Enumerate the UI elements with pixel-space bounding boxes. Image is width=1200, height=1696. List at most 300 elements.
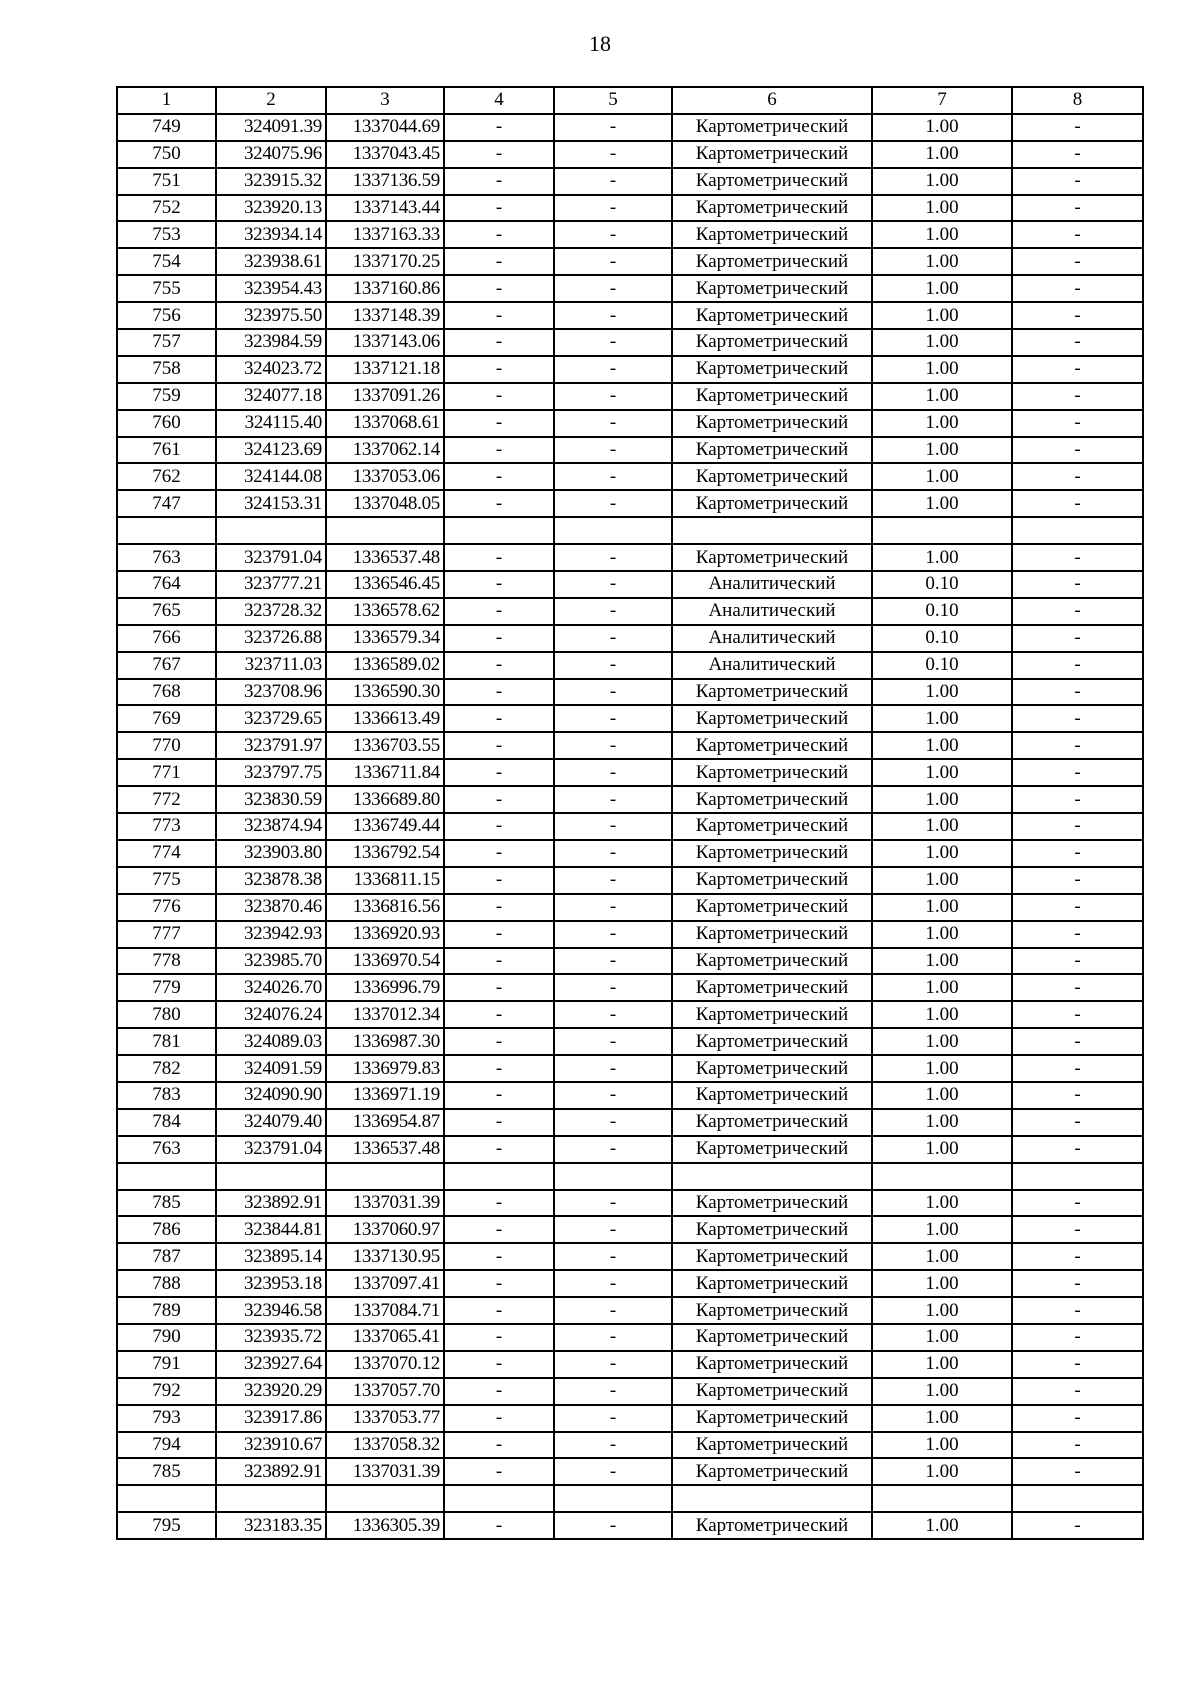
table-row bbox=[117, 840, 1143, 867]
table-row bbox=[117, 598, 1143, 625]
x-coordinate-cell: 323874.94 bbox=[216, 813, 326, 840]
col4-cell: - bbox=[444, 1243, 554, 1270]
y-coordinate-cell: 1337065.41 bbox=[326, 1324, 444, 1351]
accuracy-cell: 1.00 bbox=[872, 679, 1012, 706]
method-cell: Аналитический bbox=[672, 571, 872, 598]
method-cell bbox=[672, 517, 872, 544]
accuracy-cell: 0.10 bbox=[872, 652, 1012, 679]
column-header-4: 4 bbox=[444, 87, 554, 114]
y-coordinate-cell: 1336578.62 bbox=[326, 598, 444, 625]
y-coordinate-cell: 1337012.34 bbox=[326, 1001, 444, 1028]
point-number-cell bbox=[117, 517, 216, 544]
col4-cell: - bbox=[444, 867, 554, 894]
col8-cell: - bbox=[1012, 759, 1143, 786]
x-coordinate-cell: 324090.90 bbox=[216, 1082, 326, 1109]
accuracy-cell: 1.00 bbox=[872, 410, 1012, 437]
method-cell: Картометрический bbox=[672, 1001, 872, 1028]
col8-cell: - bbox=[1012, 1109, 1143, 1136]
y-coordinate-cell: 1337143.44 bbox=[326, 195, 444, 222]
table-row bbox=[117, 732, 1143, 759]
col5-cell: - bbox=[554, 679, 672, 706]
x-coordinate-cell: 323830.59 bbox=[216, 786, 326, 813]
x-coordinate-cell: 324023.72 bbox=[216, 356, 326, 383]
table-row bbox=[117, 1270, 1143, 1297]
y-coordinate-cell: 1337160.86 bbox=[326, 275, 444, 302]
accuracy-cell: 1.00 bbox=[872, 1243, 1012, 1270]
method-cell bbox=[672, 1163, 872, 1190]
accuracy-cell: 1.00 bbox=[872, 1082, 1012, 1109]
col4-cell: - bbox=[444, 974, 554, 1001]
y-coordinate-cell: 1337091.26 bbox=[326, 383, 444, 410]
col8-cell: - bbox=[1012, 625, 1143, 652]
col5-cell: - bbox=[554, 1082, 672, 1109]
table-row bbox=[117, 195, 1143, 222]
col8-cell: - bbox=[1012, 921, 1143, 948]
col8-cell: - bbox=[1012, 1270, 1143, 1297]
col4-cell: - bbox=[444, 1055, 554, 1082]
accuracy-cell: 1.00 bbox=[872, 1405, 1012, 1432]
x-coordinate-cell bbox=[216, 517, 326, 544]
column-header-6: 6 bbox=[672, 87, 872, 114]
accuracy-cell: 1.00 bbox=[872, 1190, 1012, 1217]
method-cell: Картометрический bbox=[672, 1378, 872, 1405]
table-row bbox=[117, 1055, 1143, 1082]
table-row bbox=[117, 329, 1143, 356]
table-row bbox=[117, 1378, 1143, 1405]
x-coordinate-cell: 323791.04 bbox=[216, 1136, 326, 1163]
x-coordinate-cell: 324091.39 bbox=[216, 114, 326, 141]
col5-cell: - bbox=[554, 1109, 672, 1136]
accuracy-cell: 1.00 bbox=[872, 544, 1012, 571]
table-row bbox=[117, 437, 1143, 464]
col5-cell: - bbox=[554, 867, 672, 894]
col5-cell: - bbox=[554, 1458, 672, 1485]
x-coordinate-cell: 323892.91 bbox=[216, 1458, 326, 1485]
col8-cell: - bbox=[1012, 1190, 1143, 1217]
col5-cell: - bbox=[554, 598, 672, 625]
col8-cell: - bbox=[1012, 221, 1143, 248]
table-row bbox=[117, 1136, 1143, 1163]
method-cell: Картометрический bbox=[672, 1243, 872, 1270]
point-number-cell: 749 bbox=[117, 114, 216, 141]
x-coordinate-cell: 324076.24 bbox=[216, 1001, 326, 1028]
col4-cell: - bbox=[444, 1109, 554, 1136]
y-coordinate-cell: 1337097.41 bbox=[326, 1270, 444, 1297]
col8-cell: - bbox=[1012, 1028, 1143, 1055]
accuracy-cell bbox=[872, 1485, 1012, 1512]
method-cell: Картометрический bbox=[672, 1082, 872, 1109]
col5-cell: - bbox=[554, 1297, 672, 1324]
x-coordinate-cell: 324115.40 bbox=[216, 410, 326, 437]
col4-cell: - bbox=[444, 1190, 554, 1217]
col5-cell: - bbox=[554, 275, 672, 302]
point-number-cell: 780 bbox=[117, 1001, 216, 1028]
col8-cell: - bbox=[1012, 948, 1143, 975]
point-number-cell: 761 bbox=[117, 437, 216, 464]
point-number-cell: 754 bbox=[117, 248, 216, 275]
point-number-cell: 786 bbox=[117, 1216, 216, 1243]
col4-cell: - bbox=[444, 840, 554, 867]
accuracy-cell: 1.00 bbox=[872, 813, 1012, 840]
table-body bbox=[117, 114, 1143, 1539]
col8-cell bbox=[1012, 1163, 1143, 1190]
accuracy-cell: 1.00 bbox=[872, 759, 1012, 786]
point-number-cell bbox=[117, 1163, 216, 1190]
col8-cell: - bbox=[1012, 490, 1143, 517]
accuracy-cell: 1.00 bbox=[872, 1351, 1012, 1378]
table-row bbox=[117, 141, 1143, 168]
table-row bbox=[117, 921, 1143, 948]
col8-cell bbox=[1012, 1485, 1143, 1512]
y-coordinate-cell: 1336971.19 bbox=[326, 1082, 444, 1109]
col4-cell: - bbox=[444, 114, 554, 141]
x-coordinate-cell: 323984.59 bbox=[216, 329, 326, 356]
col5-cell: - bbox=[554, 1512, 672, 1539]
y-coordinate-cell bbox=[326, 1163, 444, 1190]
col5-cell: - bbox=[554, 1270, 672, 1297]
col4-cell: - bbox=[444, 571, 554, 598]
col4-cell: - bbox=[444, 195, 554, 222]
col4-cell: - bbox=[444, 1432, 554, 1459]
accuracy-cell: 1.00 bbox=[872, 275, 1012, 302]
y-coordinate-cell bbox=[326, 1485, 444, 1512]
point-number-cell: 760 bbox=[117, 410, 216, 437]
method-cell: Картометрический bbox=[672, 275, 872, 302]
y-coordinate-cell: 1337053.06 bbox=[326, 463, 444, 490]
method-cell: Аналитический bbox=[672, 652, 872, 679]
y-coordinate-cell bbox=[326, 517, 444, 544]
method-cell: Картометрический bbox=[672, 329, 872, 356]
y-coordinate-cell: 1337053.77 bbox=[326, 1405, 444, 1432]
point-number-cell: 770 bbox=[117, 732, 216, 759]
col5-cell bbox=[554, 517, 672, 544]
table-row bbox=[117, 1512, 1143, 1539]
col4-cell: - bbox=[444, 1297, 554, 1324]
col4-cell: - bbox=[444, 679, 554, 706]
col4-cell: - bbox=[444, 221, 554, 248]
point-number-cell: 763 bbox=[117, 1136, 216, 1163]
accuracy-cell: 1.00 bbox=[872, 786, 1012, 813]
x-coordinate-cell: 323946.58 bbox=[216, 1297, 326, 1324]
table-row bbox=[117, 114, 1143, 141]
accuracy-cell: 1.00 bbox=[872, 1512, 1012, 1539]
table-row bbox=[117, 302, 1143, 329]
x-coordinate-cell bbox=[216, 1163, 326, 1190]
accuracy-cell: 1.00 bbox=[872, 141, 1012, 168]
col4-cell: - bbox=[444, 1378, 554, 1405]
y-coordinate-cell: 1336811.15 bbox=[326, 867, 444, 894]
x-coordinate-cell: 323870.46 bbox=[216, 894, 326, 921]
col5-cell: - bbox=[554, 652, 672, 679]
table-row bbox=[117, 1028, 1143, 1055]
point-number-cell: 752 bbox=[117, 195, 216, 222]
method-cell: Аналитический bbox=[672, 625, 872, 652]
col5-cell: - bbox=[554, 1324, 672, 1351]
table-row bbox=[117, 974, 1143, 1001]
col5-cell: - bbox=[554, 1351, 672, 1378]
method-cell: Картометрический bbox=[672, 732, 872, 759]
y-coordinate-cell: 1337143.06 bbox=[326, 329, 444, 356]
table-row bbox=[117, 1324, 1143, 1351]
col5-cell: - bbox=[554, 759, 672, 786]
col8-cell: - bbox=[1012, 1324, 1143, 1351]
accuracy-cell: 1.00 bbox=[872, 867, 1012, 894]
y-coordinate-cell: 1337070.12 bbox=[326, 1351, 444, 1378]
y-coordinate-cell: 1337057.70 bbox=[326, 1378, 444, 1405]
y-coordinate-cell: 1337048.05 bbox=[326, 490, 444, 517]
point-number-cell: 785 bbox=[117, 1458, 216, 1485]
table-row bbox=[117, 1351, 1143, 1378]
x-coordinate-cell: 323895.14 bbox=[216, 1243, 326, 1270]
col8-cell: - bbox=[1012, 974, 1143, 1001]
method-cell: Картометрический bbox=[672, 437, 872, 464]
x-coordinate-cell: 323910.67 bbox=[216, 1432, 326, 1459]
x-coordinate-cell: 323938.61 bbox=[216, 248, 326, 275]
accuracy-cell: 1.00 bbox=[872, 894, 1012, 921]
point-number-cell: 781 bbox=[117, 1028, 216, 1055]
accuracy-cell: 1.00 bbox=[872, 732, 1012, 759]
col5-cell: - bbox=[554, 1190, 672, 1217]
table-row bbox=[117, 867, 1143, 894]
method-cell: Картометрический bbox=[672, 141, 872, 168]
table-row bbox=[117, 490, 1143, 517]
col4-cell: - bbox=[444, 141, 554, 168]
method-cell: Картометрический bbox=[672, 302, 872, 329]
column-header-5: 5 bbox=[554, 87, 672, 114]
method-cell: Картометрический bbox=[672, 1297, 872, 1324]
table-row bbox=[117, 1001, 1143, 1028]
accuracy-cell: 1.00 bbox=[872, 302, 1012, 329]
col5-cell: - bbox=[554, 195, 672, 222]
method-cell: Картометрический bbox=[672, 463, 872, 490]
column-header-7: 7 bbox=[872, 87, 1012, 114]
accuracy-cell: 0.10 bbox=[872, 598, 1012, 625]
y-coordinate-cell: 1337031.39 bbox=[326, 1190, 444, 1217]
col8-cell: - bbox=[1012, 1432, 1143, 1459]
method-cell: Картометрический bbox=[672, 759, 872, 786]
col8-cell: - bbox=[1012, 1243, 1143, 1270]
column-header-3: 3 bbox=[326, 87, 444, 114]
y-coordinate-cell: 1336689.80 bbox=[326, 786, 444, 813]
accuracy-cell: 1.00 bbox=[872, 463, 1012, 490]
point-number-cell: 785 bbox=[117, 1190, 216, 1217]
col5-cell: - bbox=[554, 921, 672, 948]
col8-cell: - bbox=[1012, 1082, 1143, 1109]
y-coordinate-cell: 1337062.14 bbox=[326, 437, 444, 464]
y-coordinate-cell: 1337044.69 bbox=[326, 114, 444, 141]
col8-cell: - bbox=[1012, 1216, 1143, 1243]
x-coordinate-cell: 324144.08 bbox=[216, 463, 326, 490]
y-coordinate-cell: 1336613.49 bbox=[326, 705, 444, 732]
y-coordinate-cell: 1336979.83 bbox=[326, 1055, 444, 1082]
method-cell: Картометрический bbox=[672, 1351, 872, 1378]
method-cell: Картометрический bbox=[672, 705, 872, 732]
point-number-cell: 789 bbox=[117, 1297, 216, 1324]
col8-cell: - bbox=[1012, 356, 1143, 383]
method-cell: Картометрический bbox=[672, 383, 872, 410]
y-coordinate-cell: 1337031.39 bbox=[326, 1458, 444, 1485]
col4-cell: - bbox=[444, 383, 554, 410]
col4-cell: - bbox=[444, 813, 554, 840]
x-coordinate-cell: 323729.65 bbox=[216, 705, 326, 732]
col5-cell: - bbox=[554, 383, 672, 410]
accuracy-cell bbox=[872, 517, 1012, 544]
method-cell: Картометрический bbox=[672, 114, 872, 141]
point-number-cell: 791 bbox=[117, 1351, 216, 1378]
accuracy-cell: 1.00 bbox=[872, 1109, 1012, 1136]
col5-cell: - bbox=[554, 840, 672, 867]
col4-cell: - bbox=[444, 490, 554, 517]
point-number-cell: 767 bbox=[117, 652, 216, 679]
col8-cell: - bbox=[1012, 437, 1143, 464]
point-number-cell: 747 bbox=[117, 490, 216, 517]
col5-cell: - bbox=[554, 1243, 672, 1270]
x-coordinate-cell: 323726.88 bbox=[216, 625, 326, 652]
method-cell: Картометрический bbox=[672, 1405, 872, 1432]
point-number-cell: 788 bbox=[117, 1270, 216, 1297]
col4-cell: - bbox=[444, 652, 554, 679]
col4-cell: - bbox=[444, 1082, 554, 1109]
accuracy-cell: 1.00 bbox=[872, 840, 1012, 867]
point-number-cell bbox=[117, 1485, 216, 1512]
x-coordinate-cell: 323942.93 bbox=[216, 921, 326, 948]
method-cell: Картометрический bbox=[672, 195, 872, 222]
method-cell: Картометрический bbox=[672, 679, 872, 706]
col8-cell: - bbox=[1012, 1458, 1143, 1485]
col5-cell: - bbox=[554, 1001, 672, 1028]
point-number-cell: 765 bbox=[117, 598, 216, 625]
col8-cell: - bbox=[1012, 168, 1143, 195]
accuracy-cell: 1.00 bbox=[872, 1001, 1012, 1028]
col5-cell bbox=[554, 1485, 672, 1512]
table-row bbox=[117, 948, 1143, 975]
x-coordinate-cell: 323953.18 bbox=[216, 1270, 326, 1297]
accuracy-cell bbox=[872, 1163, 1012, 1190]
method-cell: Картометрический bbox=[672, 490, 872, 517]
col4-cell: - bbox=[444, 1458, 554, 1485]
x-coordinate-cell: 323878.38 bbox=[216, 867, 326, 894]
col8-cell: - bbox=[1012, 705, 1143, 732]
x-coordinate-cell: 323954.43 bbox=[216, 275, 326, 302]
x-coordinate-cell: 323975.50 bbox=[216, 302, 326, 329]
table-row bbox=[117, 1405, 1143, 1432]
y-coordinate-cell: 1337068.61 bbox=[326, 410, 444, 437]
method-cell: Картометрический bbox=[672, 867, 872, 894]
col8-cell: - bbox=[1012, 1378, 1143, 1405]
table-row bbox=[117, 517, 1143, 544]
col8-cell: - bbox=[1012, 410, 1143, 437]
accuracy-cell: 1.00 bbox=[872, 705, 1012, 732]
column-header-2: 2 bbox=[216, 87, 326, 114]
y-coordinate-cell: 1337043.45 bbox=[326, 141, 444, 168]
method-cell: Картометрический bbox=[672, 1136, 872, 1163]
point-number-cell: 795 bbox=[117, 1512, 216, 1539]
col8-cell: - bbox=[1012, 114, 1143, 141]
col5-cell: - bbox=[554, 625, 672, 652]
table-row bbox=[117, 275, 1143, 302]
method-cell: Картометрический bbox=[672, 168, 872, 195]
method-cell: Картометрический bbox=[672, 1324, 872, 1351]
col4-cell bbox=[444, 1163, 554, 1190]
method-cell: Картометрический bbox=[672, 356, 872, 383]
method-cell: Аналитический bbox=[672, 598, 872, 625]
col8-cell: - bbox=[1012, 1512, 1143, 1539]
point-number-cell: 790 bbox=[117, 1324, 216, 1351]
y-coordinate-cell: 1336987.30 bbox=[326, 1028, 444, 1055]
x-coordinate-cell: 324079.40 bbox=[216, 1109, 326, 1136]
table-row bbox=[117, 571, 1143, 598]
y-coordinate-cell: 1336711.84 bbox=[326, 759, 444, 786]
col5-cell: - bbox=[554, 1055, 672, 1082]
accuracy-cell: 1.00 bbox=[872, 1297, 1012, 1324]
accuracy-cell: 1.00 bbox=[872, 1136, 1012, 1163]
col5-cell: - bbox=[554, 410, 672, 437]
col8-cell: - bbox=[1012, 1055, 1143, 1082]
accuracy-cell: 1.00 bbox=[872, 195, 1012, 222]
col4-cell: - bbox=[444, 598, 554, 625]
y-coordinate-cell: 1336816.56 bbox=[326, 894, 444, 921]
x-coordinate-cell: 323791.97 bbox=[216, 732, 326, 759]
point-number-cell: 753 bbox=[117, 221, 216, 248]
x-coordinate-cell: 323934.14 bbox=[216, 221, 326, 248]
method-cell: Картометрический bbox=[672, 1270, 872, 1297]
point-number-cell: 779 bbox=[117, 974, 216, 1001]
point-number-cell: 773 bbox=[117, 813, 216, 840]
accuracy-cell: 1.00 bbox=[872, 383, 1012, 410]
table-row bbox=[117, 463, 1143, 490]
table-row bbox=[117, 786, 1143, 813]
table-row bbox=[117, 1432, 1143, 1459]
point-number-cell: 764 bbox=[117, 571, 216, 598]
x-coordinate-cell: 324026.70 bbox=[216, 974, 326, 1001]
y-coordinate-cell: 1337058.32 bbox=[326, 1432, 444, 1459]
column-header-1: 1 bbox=[117, 87, 216, 114]
table-row bbox=[117, 1163, 1143, 1190]
point-number-cell: 792 bbox=[117, 1378, 216, 1405]
col5-cell: - bbox=[554, 894, 672, 921]
method-cell: Картометрический bbox=[672, 1432, 872, 1459]
col5-cell: - bbox=[554, 544, 672, 571]
col4-cell: - bbox=[444, 948, 554, 975]
col5-cell: - bbox=[554, 1378, 672, 1405]
x-coordinate-cell: 323844.81 bbox=[216, 1216, 326, 1243]
col8-cell: - bbox=[1012, 248, 1143, 275]
col5-cell: - bbox=[554, 221, 672, 248]
point-number-cell: 778 bbox=[117, 948, 216, 975]
col5-cell: - bbox=[554, 302, 672, 329]
col4-cell: - bbox=[444, 1512, 554, 1539]
point-number-cell: 758 bbox=[117, 356, 216, 383]
col8-cell: - bbox=[1012, 275, 1143, 302]
col5-cell: - bbox=[554, 974, 672, 1001]
method-cell: Картометрический bbox=[672, 1028, 872, 1055]
col5-cell: - bbox=[554, 1432, 672, 1459]
method-cell: Картометрический bbox=[672, 840, 872, 867]
method-cell: Картометрический bbox=[672, 921, 872, 948]
col4-cell: - bbox=[444, 759, 554, 786]
y-coordinate-cell: 1337130.95 bbox=[326, 1243, 444, 1270]
col4-cell: - bbox=[444, 732, 554, 759]
accuracy-cell: 1.00 bbox=[872, 356, 1012, 383]
method-cell bbox=[672, 1485, 872, 1512]
col4-cell bbox=[444, 1485, 554, 1512]
col4-cell: - bbox=[444, 1405, 554, 1432]
col5-cell: - bbox=[554, 571, 672, 598]
table-row bbox=[117, 1243, 1143, 1270]
table-row bbox=[117, 1082, 1143, 1109]
accuracy-cell: 1.00 bbox=[872, 1028, 1012, 1055]
table-row bbox=[117, 625, 1143, 652]
